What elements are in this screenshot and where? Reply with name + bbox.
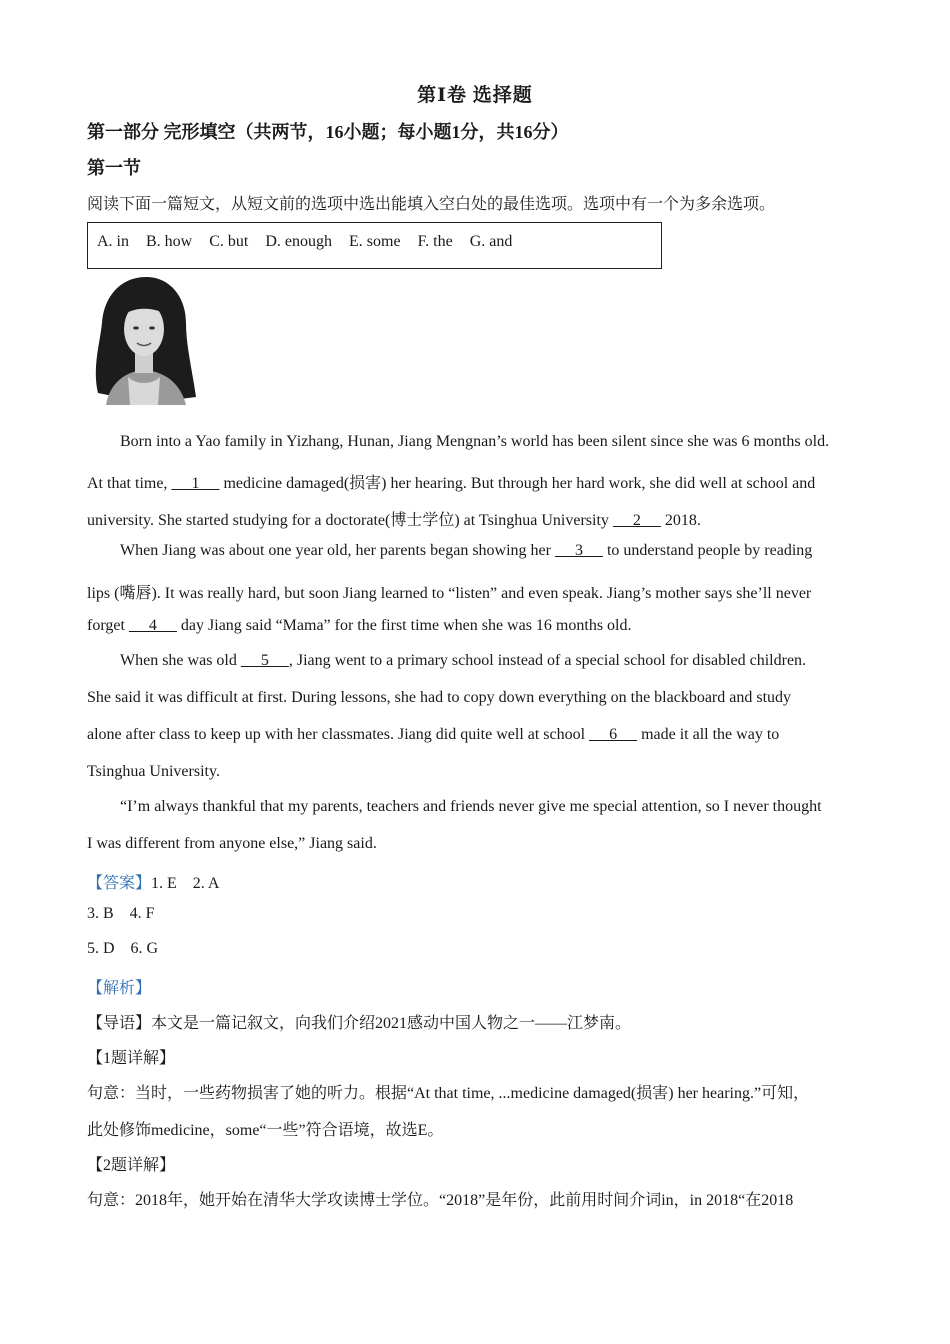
q1-heading: 【1题详解】 <box>87 1050 176 1067</box>
instruction-text: 阅读下面一篇短文，从短文前的选项中选出能填入空白处的最佳选项。选项中有一个为多余选项。 <box>87 196 776 213</box>
passage-line: alone after class to keep up with her classmates. Jiang did quite well at school 6 made it all the way to <box>87 726 780 743</box>
part-heading: 第一部分 完形填空（共两节，16小题；每小题1分，共16分） <box>87 122 569 142</box>
answer-line: 3. B 4. F <box>87 905 155 922</box>
analysis-intro: 【导语】本文是一篇记叙文，向我们介绍2021感动中国人物之一——江梦南。 <box>87 1015 632 1032</box>
options-box <box>87 222 662 269</box>
passage-line: At that time, 1 medicine damaged(损害) her hearing. But through her hard work, she did well at school and <box>87 475 816 492</box>
blank-3: 3 <box>554 542 603 559</box>
passage-line: Born into a Yao family in Yizhang, Hunan, Jiang Mengnan’s world has been silent since she was 6 months old. <box>120 433 830 450</box>
blank-2: 2 <box>612 512 661 529</box>
option-d: D. enough <box>265 233 333 250</box>
page-title: 第Ⅰ卷 选择题 <box>417 85 533 106</box>
blank-4: 4 <box>128 617 177 634</box>
blank-6: 6 <box>589 726 638 743</box>
q2-heading: 【2题详解】 <box>87 1157 176 1174</box>
passage-line: She said it was difficult at first. During lessons, she had to copy down everything on the blackboard and study <box>87 689 792 706</box>
passage-line: university. She started studying for a doctorate(博士学位) at Tsinghua University 2 2018. <box>87 512 701 529</box>
portrait-photo <box>88 273 200 405</box>
passage-line: When she was old 5 , Jiang went to a primary school instead of a special school for disabled children. <box>120 652 807 669</box>
passage-line: lips (嘴唇). It was really hard, but soon Jiang learned to “listen” and even speak. Jiang’s mother says she’ll never <box>87 585 812 602</box>
option-b: B. how <box>146 233 193 250</box>
analysis-tag: 【解析】 <box>87 980 152 997</box>
answer-tag: 【答案】 <box>87 875 152 892</box>
answer-line: 5. D 6. G <box>87 940 159 957</box>
section-heading: 第一节 <box>87 158 141 178</box>
option-e: E. some <box>349 233 401 250</box>
passage-line: “I’m always thankful that my parents, teachers and friends never give me special attention, so I never thought <box>120 798 822 815</box>
blank-5: 5 <box>240 652 289 669</box>
analysis-line: 此处修饰medicine，some“一些”符合语境，故选E。 <box>87 1122 444 1139</box>
passage-line: Tsinghua University. <box>87 763 220 780</box>
option-c: C. but <box>209 233 249 250</box>
option-g: G. and <box>469 233 513 250</box>
blank-1: 1 <box>171 475 220 492</box>
passage-line: When Jiang was about one year old, her parents began showing her 3 to understand people by reading <box>120 542 813 559</box>
passage-line: forget 4 day Jiang said “Mama” for the first time when she was 16 months old. <box>87 617 632 634</box>
passage-line: I was different from anyone else,” Jiang said. <box>87 835 377 852</box>
answer-line: 【答案】1. E 2. A <box>87 875 220 892</box>
option-a: A. in <box>97 233 129 250</box>
option-f: F. the <box>417 233 453 250</box>
analysis-line: 句意：2018年，她开始在清华大学攻读博士学位。“2018”是年份，此前用时间介词in，in 2018“在2018 <box>87 1192 794 1209</box>
analysis-line: 句意：当时，一些药物损害了她的听力。根据“At that time, ...medicine damaged(损害) her hearing.”可知， <box>87 1085 810 1102</box>
